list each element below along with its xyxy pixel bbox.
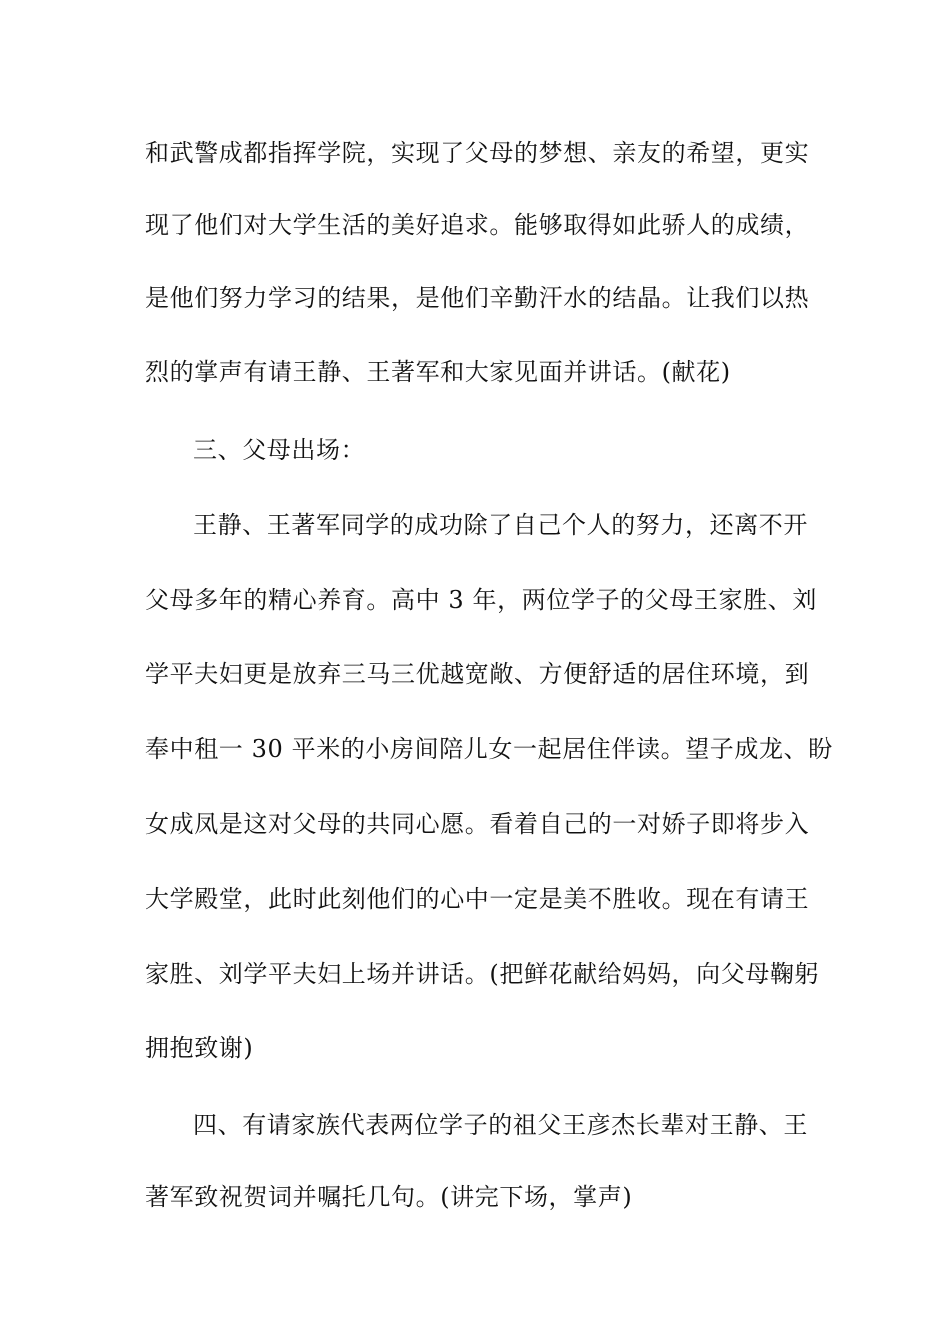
paragraph-line: 著军致祝贺词并嘱托几句。(讲完下场，掌声): [145, 1183, 633, 1211]
paragraph-line: 父母多年的精心养育。高中 3 年，两位学子的父母王家胜、刘: [145, 586, 817, 614]
paragraph-line: 大学殿堂，此时此刻他们的心中一定是美不胜收。现在有请王: [145, 885, 810, 913]
paragraph-line: 拥抱致谢): [145, 1034, 254, 1062]
section-heading: 三、父母出场：: [193, 436, 366, 464]
paragraph-line: 学平夫妇更是放弃三马三优越宽敞、方便舒适的居住环境，到: [145, 660, 810, 688]
paragraph-line: 四、有请家族代表两位学子的祖父王彦杰长辈对王静、王: [193, 1111, 808, 1139]
paragraph-line: 奉中租一 30 平米的小房间陪儿女一起居住伴读。望子成龙、盼: [145, 735, 833, 763]
paragraph-line: 女成凤是这对父母的共同心愿。看着自己的一对娇子即将步入: [145, 810, 810, 838]
paragraph-line: 烈的掌声有请王静、王著军和大家见面并讲话。(献花): [145, 358, 731, 386]
paragraph-line: 是他们努力学习的结果，是他们辛勤汗水的结晶。让我们以热: [145, 284, 810, 312]
paragraph-line: 王静、王著军同学的成功除了自己个人的努力，还离不开: [193, 511, 808, 539]
paragraph-line: 和武警成都指挥学院，实现了父母的梦想、亲友的希望，更实: [145, 139, 810, 167]
paragraph-line: 现了他们对大学生活的美好追求。能够取得如此骄人的成绩，: [145, 211, 810, 239]
paragraph-line: 家胜、刘学平夫妇上场并讲话。(把鲜花献给妈妈，向父母鞠躬: [145, 960, 820, 988]
